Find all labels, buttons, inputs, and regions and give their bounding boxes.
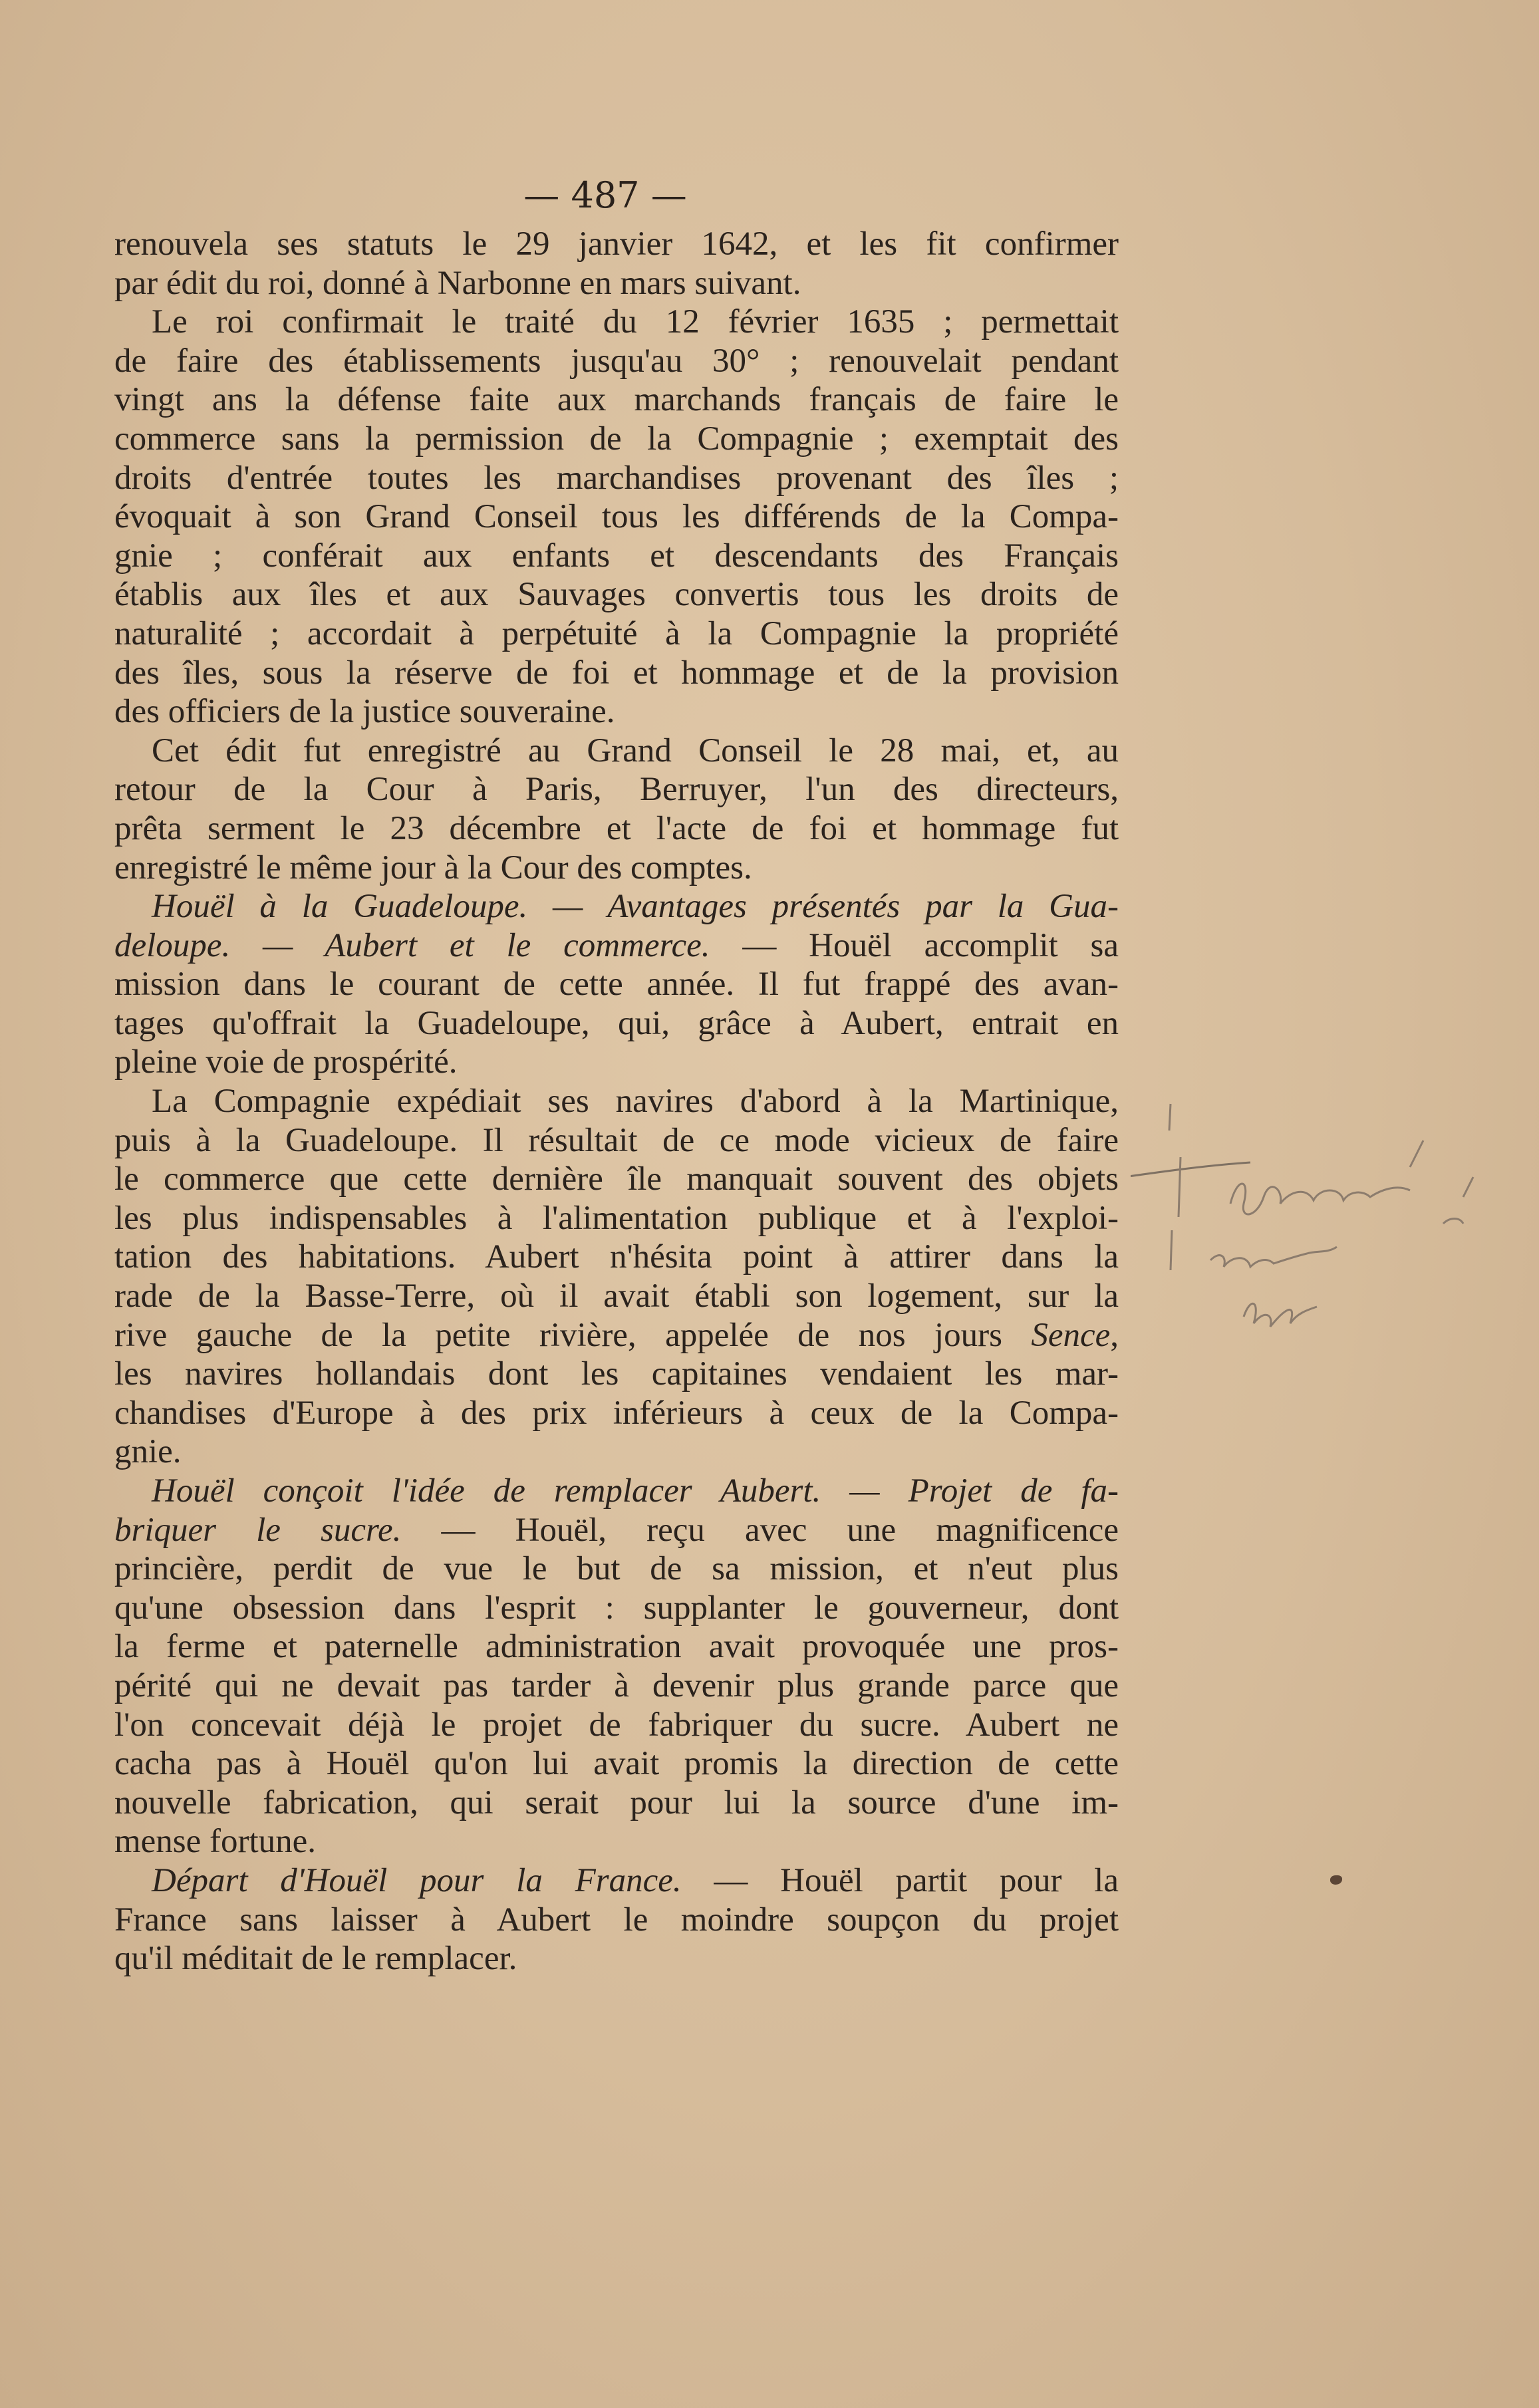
line-text: des îles, sous la réserve de foi et hommage et de la provision <box>114 654 1119 692</box>
line-text: tation des habitations. Aubert n'hésita point à attirer dans la <box>114 1238 1119 1276</box>
italic-heading-text: deloupe. — Aubert et le commerce. <box>114 926 710 964</box>
line-text: rive gauche de la petite rivière, appelée de nos jours <box>114 1316 1032 1354</box>
line-text: droits d'entrée toutes les marchandises provenant des îles ; <box>114 459 1119 497</box>
line-text: périté qui ne devait pas tarder à devenir plus grande parce que <box>114 1667 1119 1704</box>
line-text: qu'une obsession dans l'esprit : supplanter le gouverneur, dont <box>114 1589 1119 1627</box>
line-text: des officiers de la justice souveraine. <box>114 693 615 731</box>
text-line <box>114 1277 1119 1316</box>
line-text: le commerce que cette dernière île manquait souvent des objets <box>114 1160 1119 1198</box>
line-text: retour de la Cour à Paris, Berruyer, l'un des directeurs, <box>114 771 1119 809</box>
line-text: la ferme et paternelle administration avait provoquée une pros- <box>114 1628 1119 1666</box>
handwritten-margin-annotation <box>1131 1091 1530 1370</box>
text-line <box>114 1082 1119 1121</box>
text-line <box>114 1706 1119 1745</box>
ink-speck <box>1330 1875 1342 1885</box>
text-line <box>114 1355 1119 1394</box>
text-line <box>114 459 1119 498</box>
line-text: évoquait à son Grand Conseil tous les différends de la Compa- <box>114 498 1119 536</box>
text-line <box>114 1043 1119 1082</box>
italic-heading-text: Houël à la Guadeloupe. — Avantages présentés par la Gua- <box>152 888 1119 926</box>
text-line <box>114 1316 1119 1355</box>
line-text: par édit du roi, donné à Narbonne en mars suivant. <box>114 264 801 302</box>
text-line <box>114 264 1119 303</box>
text-line <box>114 965 1119 1004</box>
line-text: enregistré le même jour à la Cour des comptes. <box>114 849 752 886</box>
pencil-bracket <box>1169 1104 1181 1270</box>
line-text: les navires hollandais dont les capitaines vendaient les mar- <box>114 1355 1119 1393</box>
text-line <box>114 1432 1119 1472</box>
text-line <box>114 770 1119 809</box>
pencil-strike-line <box>1131 1162 1250 1177</box>
line-text: , <box>1110 1316 1119 1354</box>
text-line <box>114 1939 1119 1978</box>
text-line <box>114 692 1119 732</box>
line-text: Cet édit fut enregistré au Grand Conseil le 28 mai, et, au <box>152 732 1119 769</box>
line-text: commerce sans la permission de la Compagnie ; exemptait des <box>114 420 1119 458</box>
text-line <box>114 380 1119 420</box>
text-line <box>114 654 1119 693</box>
line-text: rade de la Basse-Terre, où il avait établi son logement, sur la <box>114 1277 1119 1315</box>
line-text: tages qu'offrait la Guadeloupe, qui, grâce à Aubert, entrait en <box>114 1004 1119 1042</box>
italic-heading-text: Houël conçoit l'idée de remplacer Aubert. — Projet de fa- <box>152 1472 1119 1510</box>
text-line <box>114 420 1119 459</box>
text-line <box>114 1784 1119 1823</box>
text-line <box>114 1589 1119 1628</box>
text-line <box>114 1744 1119 1784</box>
text-line <box>114 614 1119 654</box>
line-text: — Houël partit pour la <box>681 1861 1119 1899</box>
text-line <box>114 1822 1119 1861</box>
line-text: mission dans le courant de cette année. Il fut frappé des avan- <box>114 966 1119 1003</box>
text-line <box>114 732 1119 771</box>
line-text: de faire des établissements jusqu'au 30° ; renouvelait pendant <box>114 342 1119 380</box>
line-text: les plus indispensables à l'alimentation publique et à l'exploi- <box>114 1199 1119 1237</box>
line-text: France sans laisser à Aubert le moindre soupçon du projet <box>114 1901 1119 1939</box>
line-text: puis à la Guadeloupe. Il résultait de ce mode vicieux de faire <box>114 1121 1119 1159</box>
text-line <box>114 1121 1119 1160</box>
text-line <box>114 1627 1119 1667</box>
text-line <box>114 1667 1119 1706</box>
line-text: La Compagnie expédiait ses navires d'abord à la Martinique, <box>152 1083 1119 1121</box>
line-text: renouvela ses statuts le 29 janvier 1642, et les fit confirmer <box>114 225 1119 263</box>
line-text: cacha pas à Houël qu'on lui avait promis la direction de cette <box>114 1745 1119 1783</box>
text-line <box>114 1861 1119 1901</box>
text-line <box>114 575 1119 614</box>
italic-heading-text: briquer le sucre. <box>114 1511 402 1549</box>
line-text: vingt ans la défense faite aux marchands français de faire le <box>114 381 1119 419</box>
body-text <box>114 225 1119 1978</box>
line-text: chandises d'Europe à des prix inférieurs à ceux de la Compa- <box>114 1394 1119 1432</box>
text-line <box>114 537 1119 576</box>
line-text: Le roi confirmait le traité du 12 février 1635 ; permettait <box>152 303 1119 341</box>
text-line <box>114 1472 1119 1511</box>
line-text: pleine voie de prospérité. <box>114 1043 458 1081</box>
line-text: princière, perdit de vue le but de sa mission, et n'eut plus <box>114 1550 1119 1588</box>
text-line <box>114 342 1119 381</box>
text-line <box>114 1511 1119 1550</box>
text-line <box>114 1901 1119 1940</box>
line-text: — Houël, reçu avec une magnificence <box>401 1511 1119 1549</box>
italic-heading-text: Sence <box>1031 1316 1111 1354</box>
text-line <box>114 849 1119 888</box>
text-line <box>114 1394 1119 1433</box>
line-text: — Houël accomplit sa <box>710 926 1119 964</box>
line-text: nouvelle fabrication, qui serait pour lui la source d'une im- <box>114 1784 1119 1821</box>
text-line <box>114 225 1119 264</box>
line-text: qu'il méditait de le remplacer. <box>114 1940 517 1978</box>
text-line <box>114 887 1119 926</box>
line-text: gnie. <box>114 1433 182 1471</box>
text-line <box>114 497 1119 537</box>
line-text: naturalité ; accordait à perpétuité à la Compagnie la propriété <box>114 614 1119 652</box>
page-number: — 487 — <box>523 174 687 216</box>
line-text: l'on concevait déjà le projet de fabriquer du sucre. Aubert ne <box>114 1706 1119 1744</box>
italic-heading-text: Départ d'Houël pour la France. <box>152 1861 682 1899</box>
text-line <box>114 1549 1119 1589</box>
line-text: prêta serment le 23 décembre et l'acte de foi et hommage fut <box>114 809 1119 847</box>
pencil-scribble <box>1230 1184 1410 1214</box>
text-line <box>114 809 1119 849</box>
line-text: mense fortune. <box>114 1823 317 1861</box>
line-text: gnie ; conférait aux enfants et descendants des Français <box>114 537 1119 575</box>
text-line <box>114 1160 1119 1199</box>
text-line <box>114 1238 1119 1277</box>
text-line <box>114 926 1119 966</box>
text-line <box>114 303 1119 342</box>
text-line <box>114 1004 1119 1043</box>
line-text: établis aux îles et aux Sauvages convertis tous les droits de <box>114 576 1119 614</box>
text-line <box>114 1199 1119 1238</box>
